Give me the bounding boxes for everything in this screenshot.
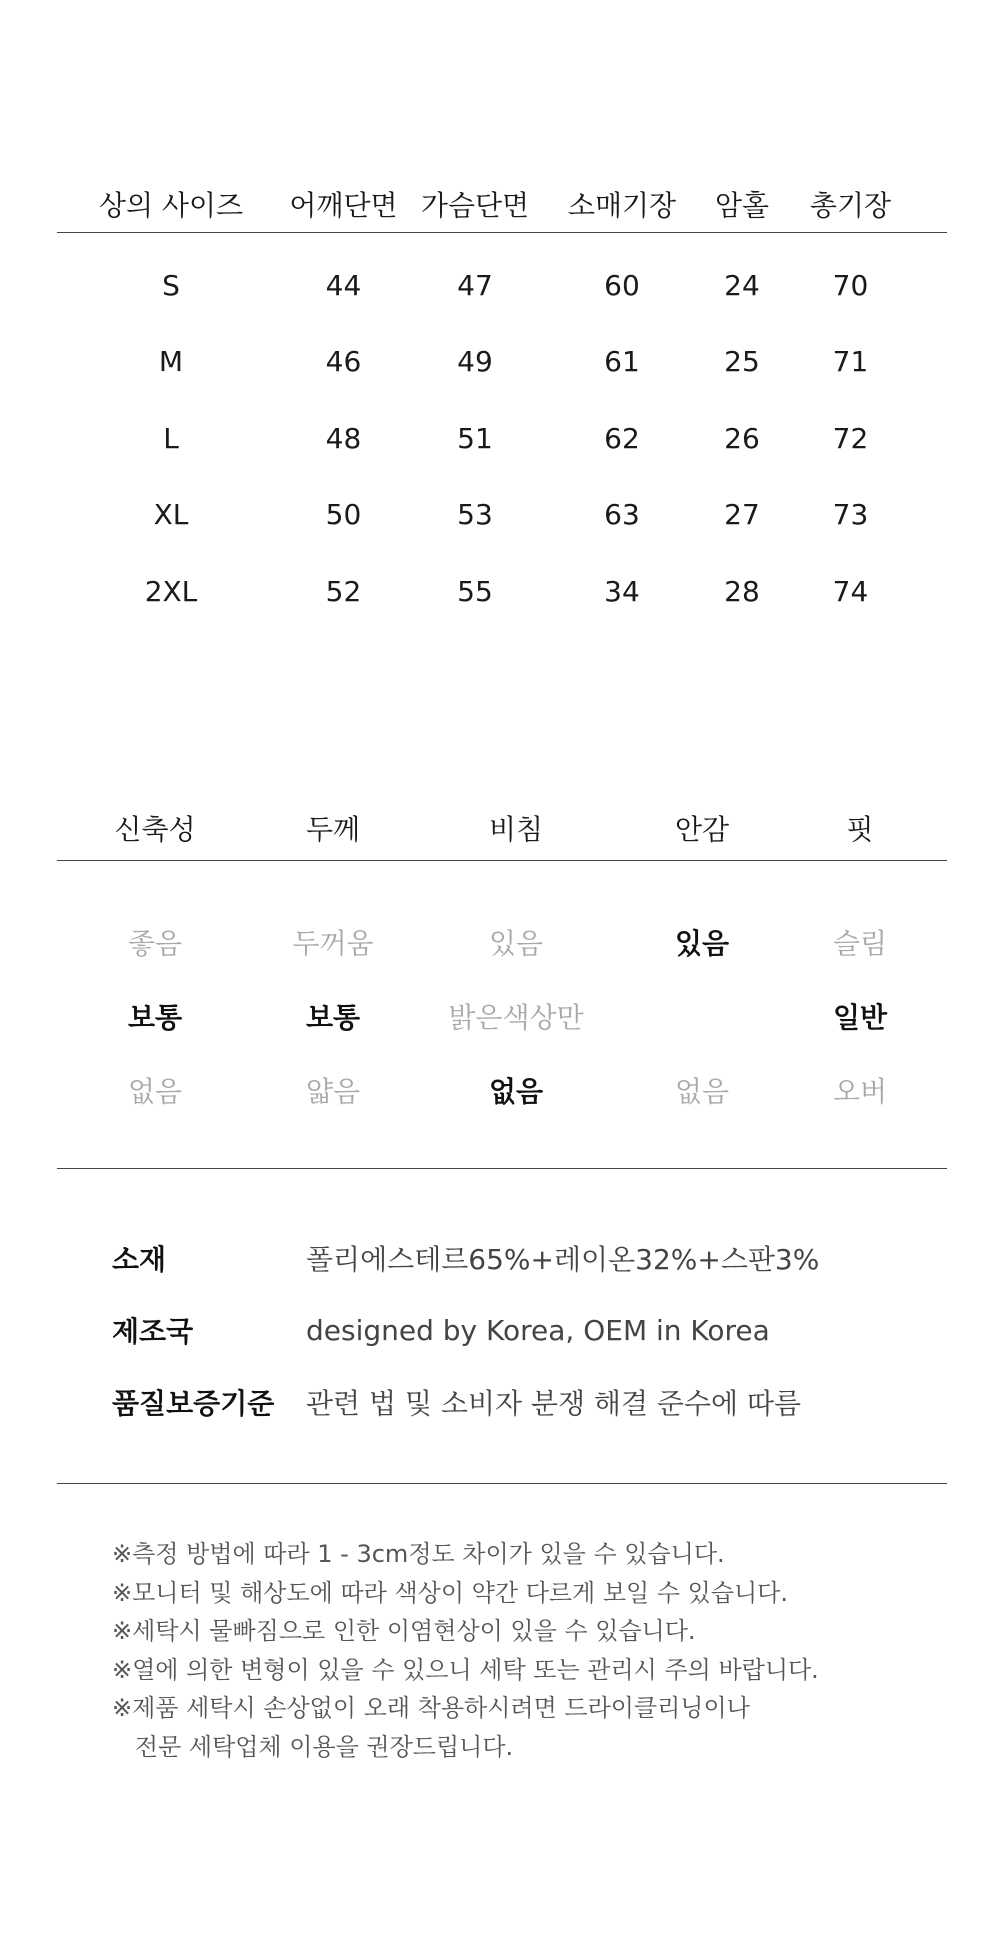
attribute-option: 보통 — [127, 1001, 183, 1034]
attribute-option: 없음 — [127, 1075, 183, 1108]
size-row — [57, 553, 947, 630]
size-value: 25 — [724, 345, 760, 379]
size-value: 73 — [832, 498, 869, 532]
size-value: 70 — [832, 268, 869, 302]
attribute-option — [619, 979, 785, 1053]
section-divider-2 — [57, 1483, 947, 1484]
size-header-shoulder: 어깨단면 — [289, 189, 398, 222]
warranty-label: 품질보증기준 — [112, 1387, 275, 1420]
origin-label: 제조국 — [112, 1315, 194, 1348]
origin-value: designed by Korea, OEM in Korea — [306, 1313, 770, 1347]
size-header-size: 상의 사이즈 — [98, 189, 244, 222]
size-value: 61 — [604, 345, 640, 379]
size-row — [57, 400, 947, 477]
attribute-option: 얇음 — [305, 1075, 361, 1108]
size-value: 47 — [457, 268, 493, 302]
note-line: ※제품 세탁시 손상없이 오래 착용하시려면 드라이클리닝이나 — [112, 1694, 750, 1722]
size-header-length: 총기장 — [809, 189, 892, 222]
size-value: 28 — [724, 574, 760, 608]
size-label: L — [163, 421, 179, 455]
size-header-armhole: 암홀 — [714, 189, 770, 222]
attribute-option: 슬림 — [832, 927, 888, 960]
attr-header-lining: 안감 — [674, 813, 730, 846]
size-table-header — [57, 176, 947, 232]
attribute-option: 밝은색상만 — [448, 1001, 584, 1034]
size-value: 63 — [604, 498, 640, 532]
size-value: 51 — [457, 421, 493, 455]
attribute-table-header — [57, 800, 947, 856]
attribute-option: 두꺼움 — [292, 927, 374, 960]
size-table — [57, 176, 947, 630]
attribute-option: 오버 — [832, 1075, 888, 1108]
size-value: 52 — [325, 574, 362, 608]
size-header-sleeve: 소매기장 — [567, 189, 677, 222]
note-line: ※세탁시 물빠짐으로 인한 이염현상이 있을 수 있습니다. — [112, 1617, 696, 1645]
attr-header-thickness: 두께 — [305, 813, 361, 846]
size-label: XL — [153, 498, 189, 532]
size-value: 50 — [325, 498, 362, 532]
attribute-option: 보통 — [305, 1001, 361, 1034]
size-value: 34 — [604, 574, 640, 608]
size-value: 62 — [604, 421, 640, 455]
material-label: 소재 — [112, 1243, 167, 1276]
section-divider-1 — [57, 1168, 947, 1169]
note-line: ※열에 의한 변형이 있을 수 있으니 세탁 또는 관리시 주의 바랍니다. — [112, 1655, 819, 1684]
size-label: M — [158, 345, 184, 379]
attribute-option: 좋음 — [127, 927, 183, 960]
size-row — [57, 477, 947, 554]
size-label: S — [162, 268, 180, 302]
size-value: 48 — [325, 421, 362, 455]
size-value: 71 — [832, 345, 869, 379]
attribute-table-divider — [57, 860, 947, 861]
note-line: ※모니터 및 해상도에 따라 색상이 약간 다르게 보일 수 있습니다. — [112, 1578, 788, 1607]
attr-header-stretch: 신축성 — [114, 813, 196, 846]
size-value: 74 — [832, 574, 869, 608]
size-row — [57, 324, 947, 401]
attribute-option: 있음 — [488, 927, 544, 960]
size-value: 60 — [604, 268, 640, 302]
attribute-option: 없음 — [488, 1075, 544, 1108]
material-info — [112, 1222, 819, 1438]
size-value: 72 — [832, 421, 869, 455]
size-value: 44 — [325, 268, 362, 302]
warranty-value: 관련 법 및 소비자 분쟁 해결 준수에 따름 — [306, 1387, 802, 1420]
size-value: 26 — [724, 421, 760, 455]
attribute-option: 없음 — [674, 1075, 730, 1108]
size-value: 24 — [724, 268, 760, 302]
size-row — [57, 247, 947, 324]
size-value: 53 — [457, 498, 493, 532]
note-line: 전문 세탁업체 이용을 권장드립니다. — [112, 1732, 514, 1761]
warranty-row — [112, 1366, 819, 1438]
size-table-divider — [57, 232, 947, 233]
origin-row — [112, 1294, 819, 1366]
size-header-chest: 가슴단면 — [420, 189, 530, 222]
note-line: ※측정 방법에 따라 1 - 3cm정도 차이가 있을 수 있습니다. — [112, 1540, 725, 1568]
attribute-option: 일반 — [832, 1001, 888, 1034]
material-row — [112, 1222, 819, 1294]
attribute-option: 있음 — [674, 927, 730, 960]
attr-header-sheerness: 비침 — [488, 813, 544, 846]
size-label: 2XL — [144, 574, 198, 608]
size-value: 46 — [325, 345, 362, 379]
attr-header-fit: 핏 — [846, 813, 874, 846]
size-value: 55 — [457, 574, 493, 608]
attribute-table — [57, 905, 947, 1127]
care-notes — [112, 1535, 819, 1766]
size-value: 49 — [457, 345, 493, 379]
material-value: 폴리에스테르65%+레이온32%+스판3% — [306, 1243, 820, 1276]
size-value: 27 — [724, 498, 760, 532]
